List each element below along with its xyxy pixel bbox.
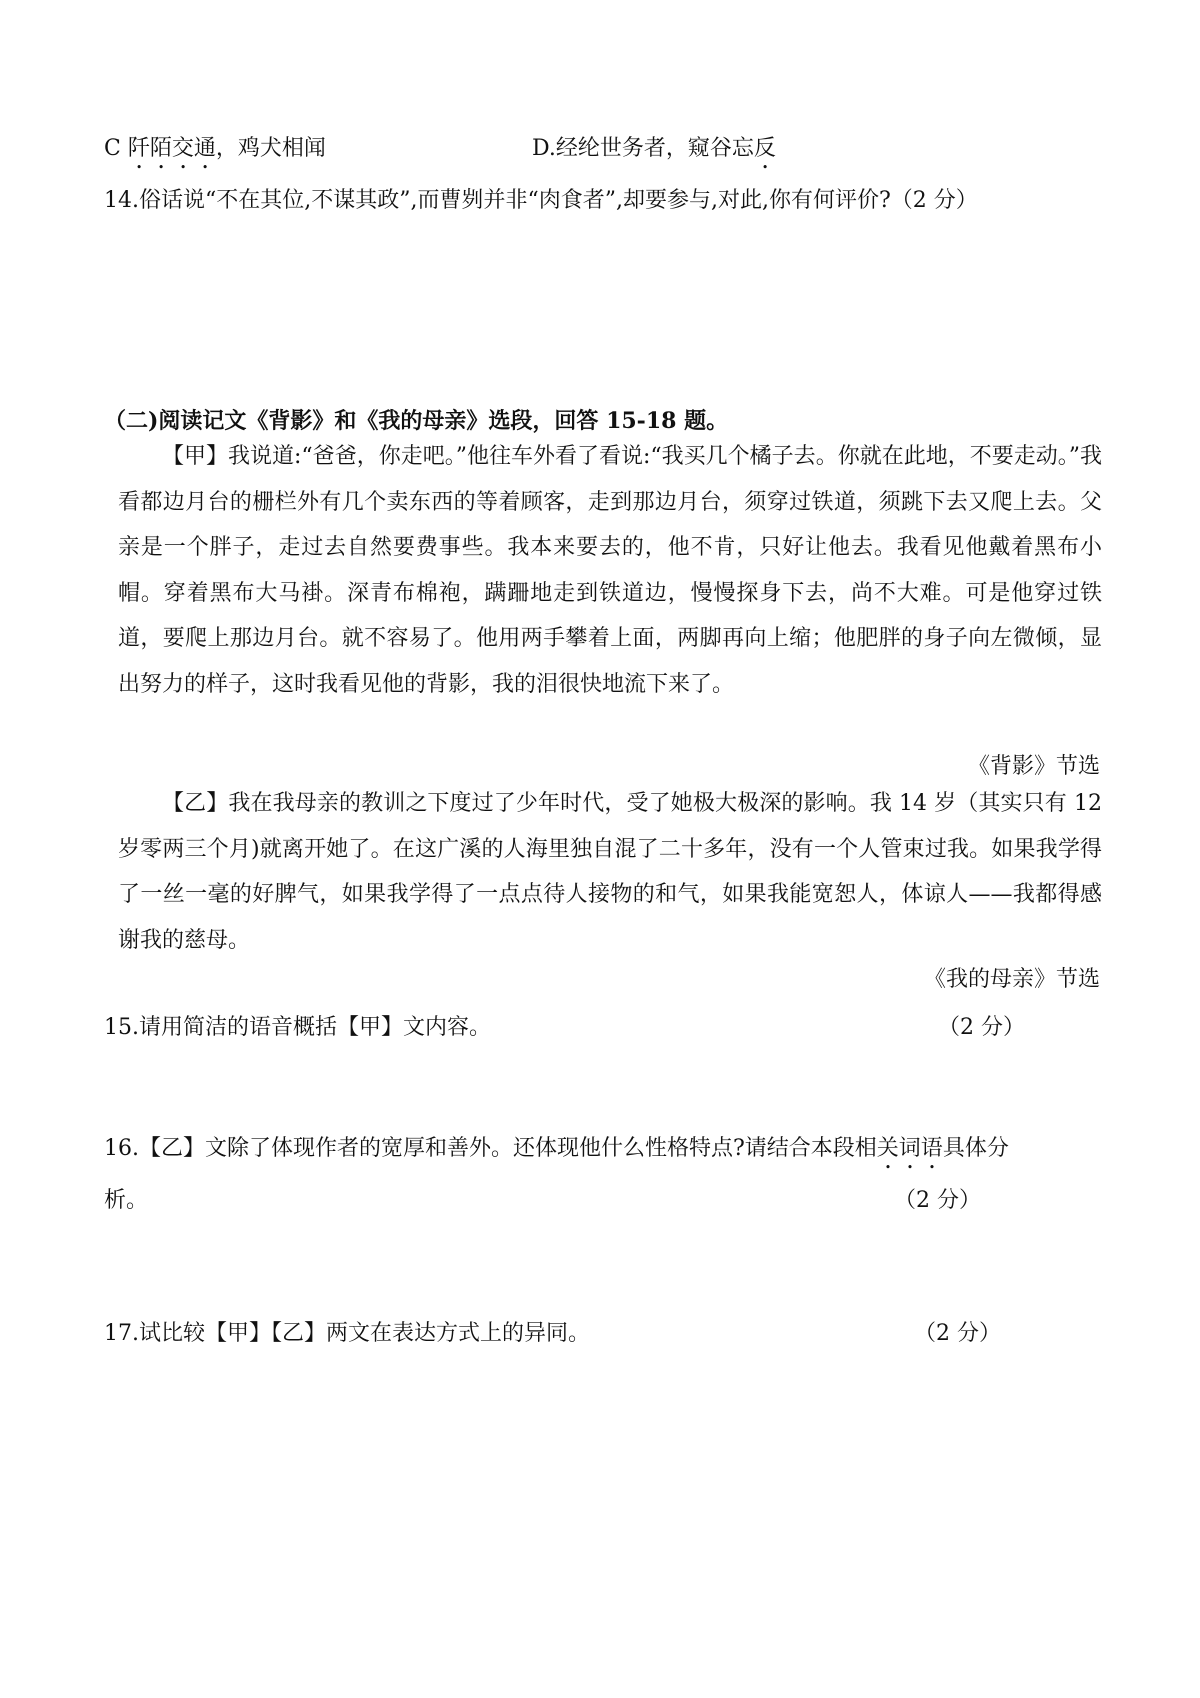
option-d: D.经纶世务者，窥谷忘反: [532, 136, 776, 161]
option-c-emphasis: 阡陌交通: [127, 136, 216, 161]
section-heading: （二)阅读记文《背影》和《我的母亲》选段，回答 15-18 题。: [104, 408, 729, 434]
question-16-emphasis: 关词语: [876, 1136, 943, 1161]
passage-yi: 【乙】我在我母亲的教训之下度过了少年时代，受了她极大极深的影响。我 14 岁（其实只有 12 岁零两三个月)就离开她了。在这广溪的人海里独自混了二十多年，没有一个人管束过我。如果我学得了一丝一毫的好脾气，如果我学得了一点点待人接物的和气，如果我能宽恕人，体谅人——我都得感谢我的慈母。: [118, 791, 1102, 953]
question-14: 14.俗话说“不在其位,不谋其政”,而曹刿并非“肉食者”,却要参与,对此,你有何评价?（2 分）: [104, 188, 978, 213]
option-c: C 阡陌交通，鸡犬相闻: [104, 136, 326, 161]
question-16: 16.【乙】文除了体现作者的宽厚和善外。还体现他什么性格特点?请结合本段相关词语具体分: [104, 1136, 1009, 1161]
question-17-score: （2 分）: [914, 1321, 1001, 1346]
passage-yi-source: 《我的母亲》节选: [923, 967, 1100, 992]
question-16-score: （2 分）: [894, 1188, 981, 1213]
passage-jia: 【甲】我说道:“爸爸，你走吧。”他往车外看了看说:“我买几个橘子去。你就在此地，不要走动。”我看都边月台的栅栏外有几个卖东西的等着顾客，走到那边月台，须穿过铁道，须跳下去又爬上去。父亲是一个胖子，走过去自然要费事些。我本来要去的，他不肯，只好让他去。我看见他戴着黑布小帽。穿着黑布大马褂。深青布棉袍，蹒跚地走到铁道边，慢慢探身下去，尚不大难。可是他穿过铁道，要爬上那边月台。就不容易了。他用两手攀着上面，两脚再向上缩；他肥胖的身子向左微倾，显出努力的样子，这时我看见他的背影，我的泪很快地流下来了。: [118, 444, 1102, 697]
question-15-score: （2 分）: [938, 1015, 1025, 1040]
passage-jia-source: 《背影》节选: [967, 754, 1100, 779]
question-15: 15.请用简洁的语音概括【甲】文内容。: [104, 1015, 491, 1040]
option-d-emphasis: 反: [753, 136, 776, 161]
question-17: 17.试比较【甲】【乙】两文在表达方式上的异同。: [104, 1321, 590, 1346]
question-16-line2: 析。: [104, 1188, 149, 1213]
